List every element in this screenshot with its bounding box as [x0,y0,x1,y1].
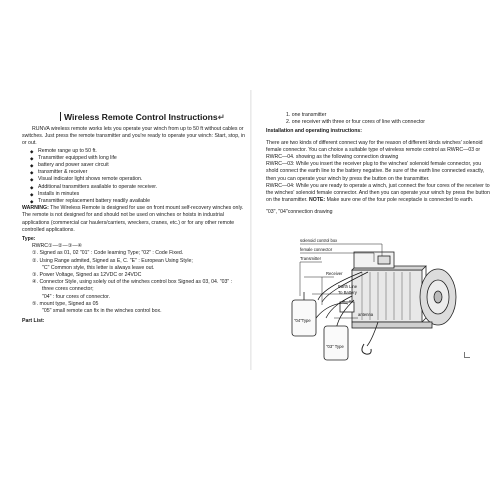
right-page [252,0,500,500]
label-transmitter: Transmitter [300,256,322,261]
label-control-box: solenoid control box [300,238,338,243]
warning-paragraph: WARNING: The Wireless Remote is designed for use on front mount self-recovery winches only. The remote is not designed for and should not be used on winches or hoists in industrial applications (commercial car haulers/carriers, wreckers, cranes, etc.) or for any other remote controlled applications. [22,205,244,233]
feature-item: ◆ Installs in minutes [22,191,250,198]
feature-item: ◆ battery and power saver circuit [22,162,250,169]
label-battery: To Battery [338,290,357,295]
page-title: Wireless Remote Control Instructions↵ [60,112,250,123]
type-item: ③. Power Voltage, Signed as 12VDC or 24VDC [32,272,142,279]
warning-label: WARNING: [22,205,49,212]
connection-diagram [252,0,500,500]
remote-03-type [324,326,348,360]
drawing-caption: "03", "04"connection drawing [266,209,333,216]
label-receiver: Receiver [326,271,343,276]
type-item: ④. Connector Style, using solely out of the winches control box Signed as 03, 04. "03" : [32,279,233,286]
label-antenna: antenna [358,312,374,317]
type-code: RWRC①—②—③—④ [32,243,83,250]
feature-item: ◆ Remote range up to 50 ft. [22,148,250,155]
feature-item: ◆ transmitter & receiver [22,169,250,176]
remote-04-type [292,292,316,336]
feature-item: ◆ Transmitter equipped with long life [22,155,250,162]
type-item: ②. Using Range admited, Signed as E, C. "E" : European Using Style; [32,257,193,264]
install-paragraph: RWRC—03: While you insert the receiver plug to the winches' solenoid female connector, you shold connect the earth line to the battery negative. Be sure of the earth line connected exactly, then you can operate your winch by press the button on the transmitter. [266,161,485,182]
feature-item: ◆ Transmitter replacement battery readily available [22,198,250,205]
label-earth-line: Earth Line [338,284,358,289]
note-label: NOTE: [308,197,326,204]
feature-item: ◆ Additional transmitters available to operate receiver. [22,184,250,191]
type-item: three cores connector; [42,286,94,293]
part-list-heading: Part List: [22,318,45,325]
type-item: "C" Common style, this letter is always leave out. [42,264,155,271]
page-corner-mark [464,352,470,358]
part-item: 1. one transmitter [286,112,327,118]
install-paragraph: There are two kinds of different connect way for the reason of different kinds winches' solenoid female connector. You can choice a suitable type of wireless remote control as RWRC—03 or RWRC—04. showing as the following connection drawing [266,139,483,161]
install-heading: Installation and operating instructions: [266,128,362,135]
type-heading: Type: [22,236,36,243]
label-female-connector: female connector [300,247,333,252]
part-item: 2. one receiver with three or four cores of line with connector [286,119,425,126]
install-paragraph: RWRC—04: While you are ready to operate a winch, just connect the four cores of the receiver to the winches' solenoid female connector. And then you can operate your winch by press the button on the transmitter. NOTE: Make sure one of the four pole receptacle is connected to earth. [266,182,490,204]
feature-item: ◆ Visual indicator light shows remote operation. [22,176,250,183]
type-item: "04" : four cores of connector. [42,293,110,300]
label-type-04: "04"Type [294,318,311,323]
type-item: "05" small remote can fix in the winches control box. [42,308,162,315]
winch-illustration [340,252,456,354]
left-body [22,126,250,325]
type-item: ⑤. mount type, Signed as 05 [32,300,99,307]
type-item: ①. Signed as 01, 02 "01" : Code learning Type; "02" : Code Fixed. [32,250,184,257]
intro-paragraph: RUNVA wireless remote works lets you operate your winch from up to 50 ft without cables or switches. Just press the remote transmitter and you're ready to operate your winch: Start, stop, in or out. [22,126,246,147]
label-type-03: "03" Type [326,344,344,349]
